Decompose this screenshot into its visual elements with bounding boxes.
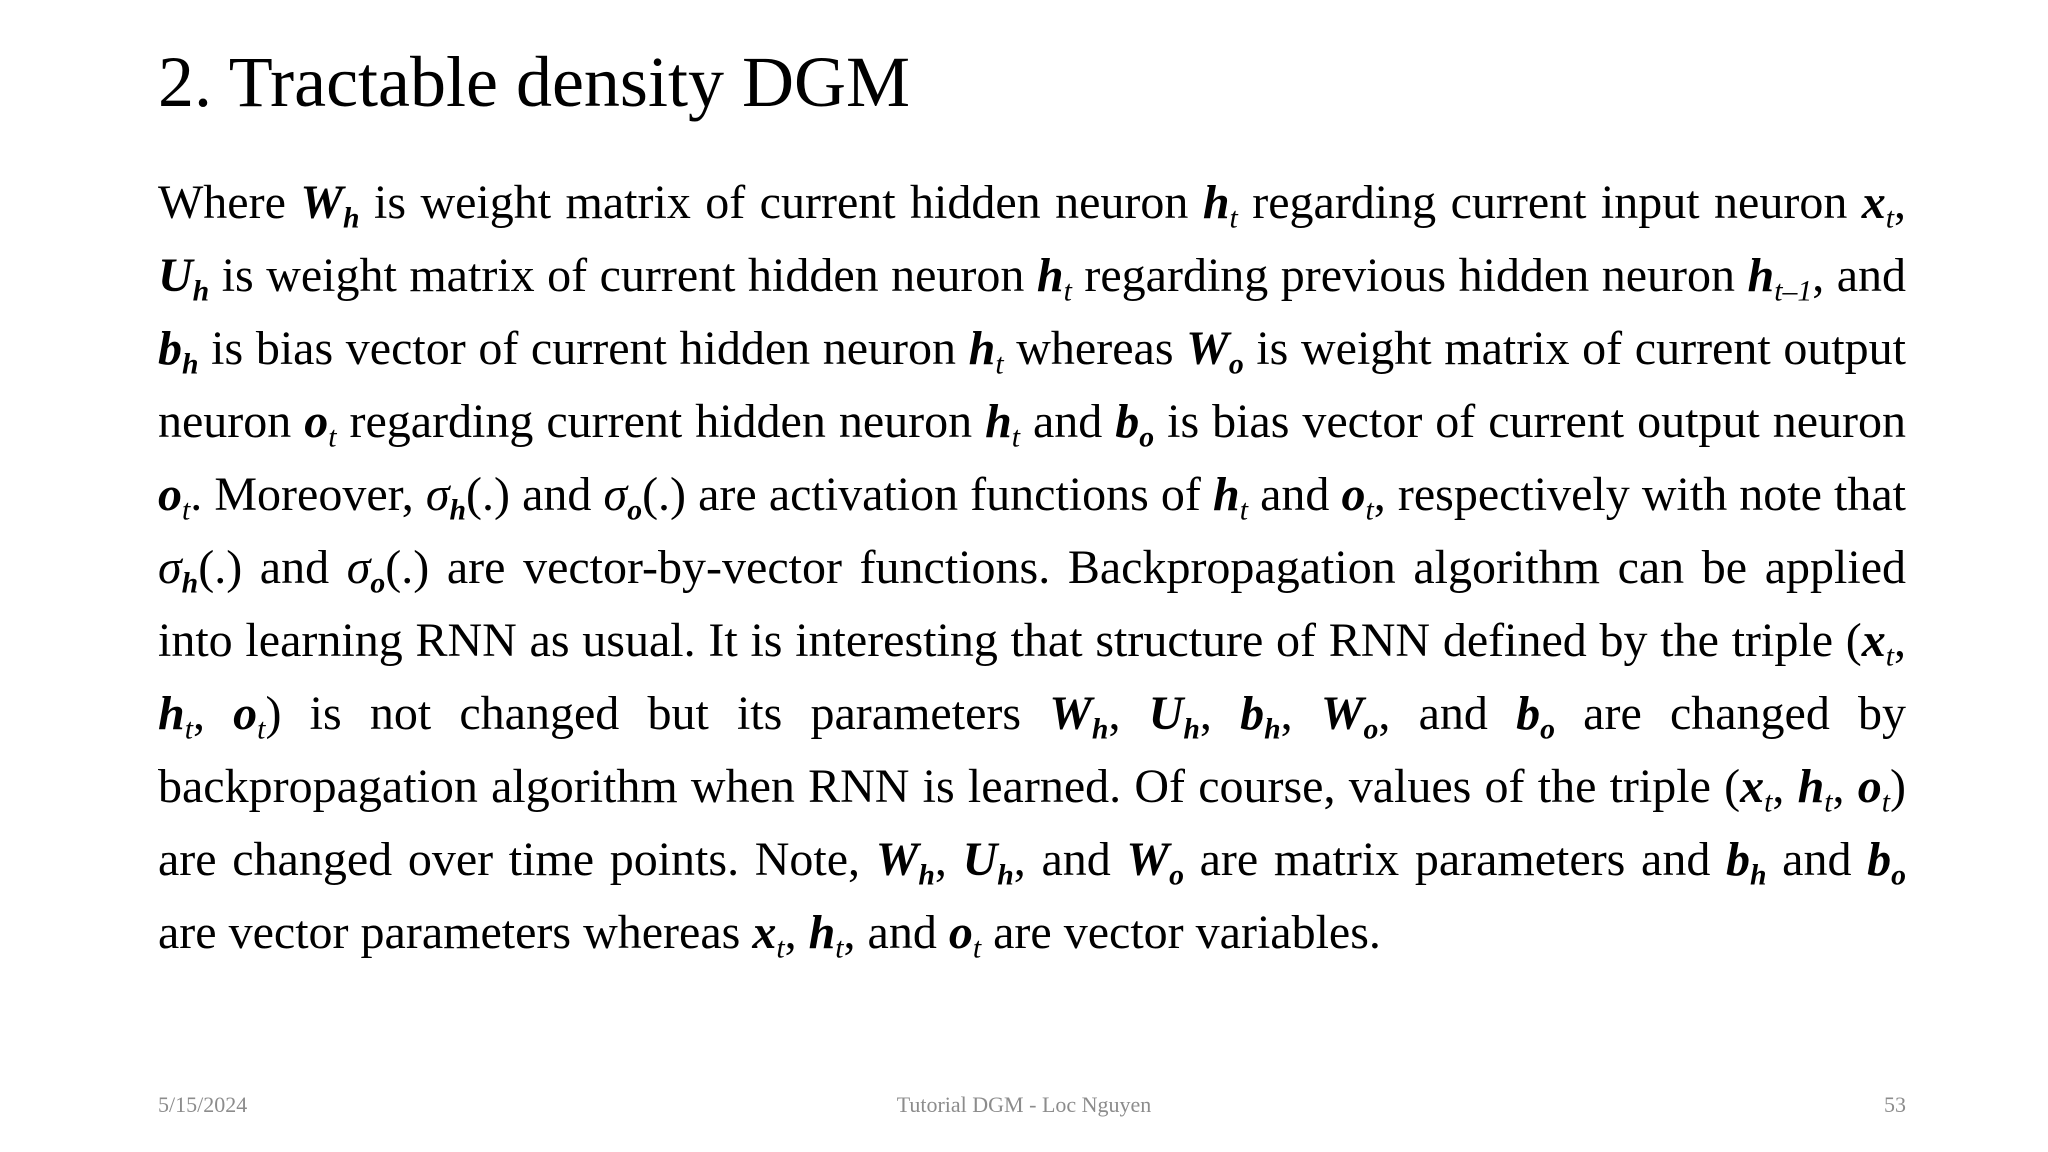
math-symbol: bo: [1115, 395, 1155, 454]
math-symbol: xt: [1861, 176, 1895, 235]
math-symbol: σo: [603, 468, 643, 527]
math-symbol: xt: [1740, 760, 1773, 819]
slide-title: 2. Tractable density DGM: [158, 42, 910, 122]
math-symbol: Wo: [1186, 322, 1244, 381]
math-symbol: σh: [425, 468, 467, 527]
math-symbol: ot: [1857, 760, 1891, 819]
math-symbol: Wh: [875, 833, 935, 892]
math-symbol: Wh: [1049, 687, 1109, 746]
math-symbol: ht: [985, 395, 1021, 454]
math-symbol: σo: [346, 541, 386, 600]
footer-title: Tutorial DGM - Loc Nguyen: [896, 1092, 1152, 1117]
math-symbol: Uh: [158, 249, 210, 308]
math-symbol: ht: [1202, 176, 1238, 235]
math-symbol: ot: [948, 906, 982, 965]
math-symbol: ht: [808, 906, 844, 965]
math-symbol: bh: [1725, 833, 1767, 892]
math-symbol: σh: [158, 541, 199, 600]
math-symbol: ot: [233, 687, 266, 746]
math-symbol: ht: [158, 687, 193, 746]
math-symbol: Uh: [1148, 687, 1200, 746]
math-symbol: Wo: [1320, 687, 1379, 746]
math-symbol: bh: [158, 322, 199, 381]
math-symbol: bo: [1867, 833, 1906, 892]
slide-number: 53: [1884, 1092, 1906, 1117]
math-symbol: ht–1: [1747, 249, 1813, 308]
math-symbol: ot: [304, 395, 337, 454]
math-symbol: ot: [158, 468, 191, 527]
math-symbol: ht: [968, 322, 1004, 381]
math-symbol: ot: [1341, 468, 1374, 527]
body-paragraph: Where Wh is weight matrix of current hidden neuron ht regarding current input neuron xt, Uh is weight matrix of current hidden neuron ht regarding previous hidden neuron ht–1, and bh is bias vector of current hidden neuron ht whereas Wo is weight matrix of current output neuron ot regarding current hidden neuron ht and bo is bias vector of current output neuron ot. Moreover, σh(.) and σo(.) are activation functions of ht and ot, respectively with note that σh(.) and σo(.) are vector-by-vector functions. Backpropagation algorithm can be applied into learning RNN as usual. It is interesting that structure of RNN defined by the triple (xt, ht, ot) is not changed but its parameters Wh, Uh, bh, Wo, and bo are changed by backpropagation algorithm when RNN is learned. Of course, values of the triple (xt, ht, ot) are changed over time points. Note, Wh, Uh, and Wo are matrix parameters and bh and bo are vector parameters whereas xt, ht, and ot are vector variables.: [158, 176, 1907, 965]
slide-body: [158, 166, 1906, 969]
math-symbol: Wo: [1126, 833, 1184, 892]
math-symbol: bo: [1516, 687, 1555, 746]
math-symbol: xt: [1861, 614, 1894, 673]
math-symbol: xt: [752, 906, 785, 965]
math-symbol: ht: [1036, 249, 1072, 308]
math-symbol: Uh: [962, 833, 1014, 892]
math-symbol: ht: [1797, 760, 1833, 819]
math-symbol: Wh: [300, 176, 360, 235]
math-symbol: ht: [1213, 468, 1248, 527]
footer-date: 5/15/2024: [158, 1092, 248, 1117]
math-symbol: bh: [1240, 687, 1281, 746]
